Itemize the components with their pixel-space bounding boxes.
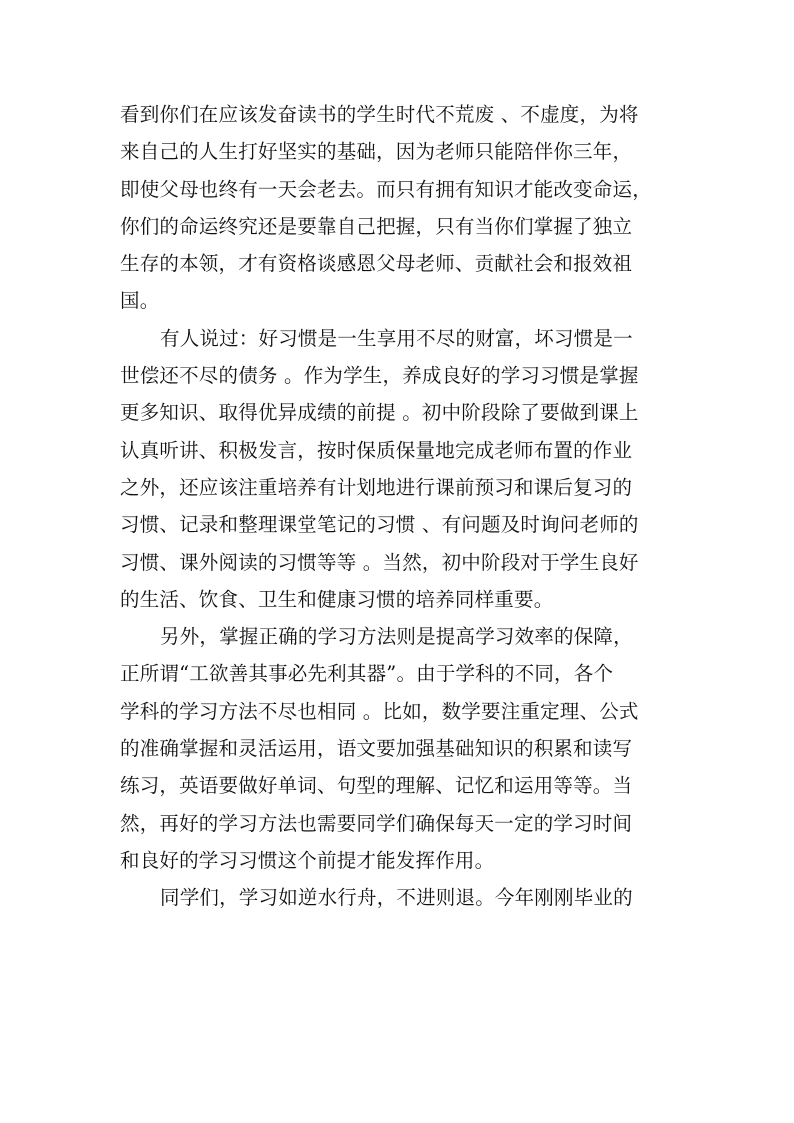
paragraph-start-line: 另外，掌握正确的学习方法则是提高学习效率的保障， — [160, 625, 633, 649]
text-line: 然，再好的学习方法也需要同学们确保每天一定的学习时间 — [120, 811, 633, 835]
text-line: 练习，英语要做好单词、句型的理解、记忆和运用等等。当 — [120, 774, 633, 798]
text-line: 看到你们在应该发奋读书的学生时代不荒废 、不虚度，为将 — [120, 103, 639, 126]
text-line: 正所谓“工欲善其事必先利其器”。由于学科的不同，各个 — [120, 662, 614, 686]
text-line: 世偿还不尽的债务 。作为学生，养成良好的学习习惯是掌握 — [120, 364, 639, 388]
text-line: 习惯、记录和整理课堂笔记的习惯 、有问题及时询问老师的 — [120, 513, 639, 537]
text-line: 生存的本领，才有资格谈感恩父母老师、贡献社会和报效祖 — [120, 252, 633, 276]
text-line: 国。 — [120, 289, 160, 313]
text-line: 之外，还应该注重培养有计划地进行课前预习和课后复习的 — [120, 475, 633, 499]
paragraph-start-line: 有人说过：好习惯是一生享用不尽的财富，坏习惯是一 — [160, 326, 633, 350]
text-line: 来自己的人生打好坚实的基础，因为老师只能陪伴你三年， — [120, 140, 633, 164]
text-line: 认真听讲、积极发言，按时保质保量地完成老师布置的作业 — [120, 438, 633, 462]
text-line: 的准确掌握和灵活运用，语文要加强基础知识的积累和读写 — [120, 737, 633, 761]
text-line: 即使父母也终有一天会老去。而只有拥有知识才能改变命运， — [120, 177, 652, 201]
text-line: 学科的学习方法不尽也相同 。比如，数学要注重定理、公式 — [120, 699, 639, 723]
text-line: 和良好的学习习惯这个前提才能发挥作用。 — [120, 848, 495, 872]
body-text — [120, 96, 700, 917]
text-line: 你们的命运终究还是要靠自己把握，只有当你们掌握了独立 — [120, 214, 633, 238]
text-line: 习惯、课外阅读的习惯等等 。当然，初中阶段对于学生良好 — [120, 550, 639, 574]
paragraph-start-line: 同学们，学习如逆水行舟，不进则退。今年刚刚毕业的 — [160, 886, 633, 910]
text-line: 的生活、饮食、卫生和健康习惯的培养同样重要。 — [120, 587, 554, 611]
text-line: 更多知识、取得优异成绩的前提 。初中阶段除了要做到课上 — [120, 401, 639, 425]
